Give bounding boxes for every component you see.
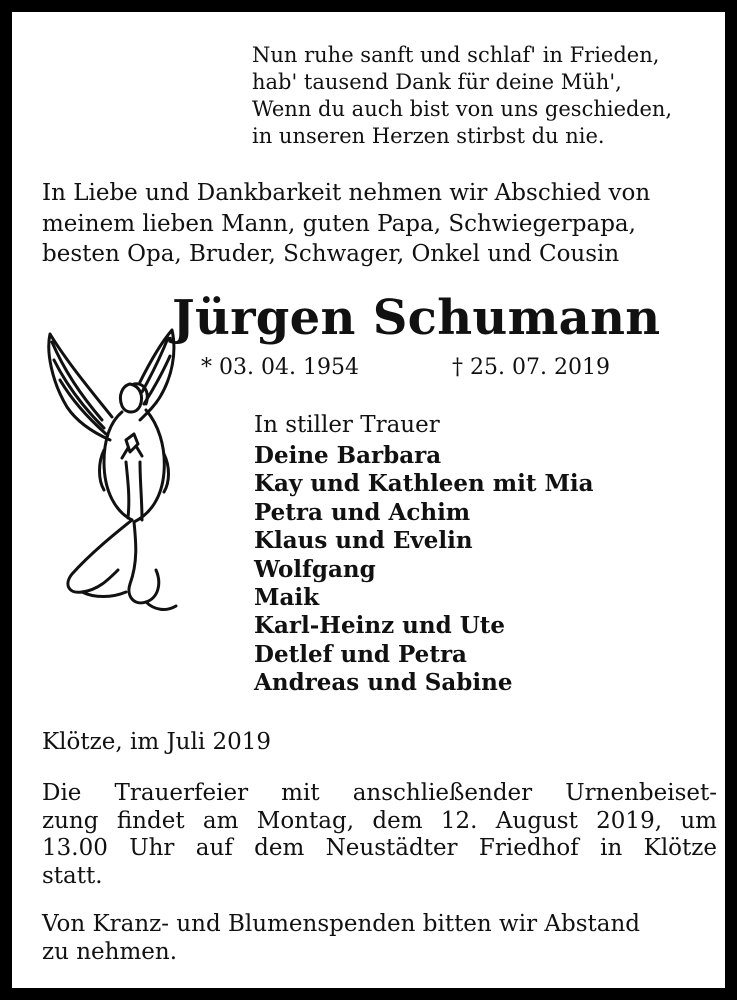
ceremony-line: Die Trauerfeier mit anschließender Urnenbeiset-: [42, 780, 717, 806]
list-item: Wolfgang: [254, 555, 376, 583]
intro-line: meinem lieben Mann, guten Papa, Schwiegerpapa,: [42, 210, 636, 237]
ceremony-line: statt.: [42, 862, 103, 889]
poem-line: in unseren Herzen stirbst du nie.: [252, 124, 605, 148]
list-item: Petra und Achim: [254, 498, 471, 526]
place-and-date: Klötze, im Juli 2019: [42, 729, 272, 755]
ceremony-line: 13.00 Uhr auf dem Neustädter Friedhof in Klötze: [42, 835, 717, 861]
list-item: Andreas und Sabine: [254, 669, 513, 697]
intro-line: besten Opa, Bruder, Schwager, Onkel und Cousin: [42, 241, 620, 267]
intro-text: [42, 178, 722, 270]
mourners-list: [254, 442, 594, 698]
poem: [252, 42, 672, 150]
list-item: Detlef und Petra: [254, 640, 467, 668]
list-item: Karl-Heinz und Ute: [254, 612, 506, 640]
flowers-line: zu nehmen.: [42, 939, 178, 965]
flowers-line: Von Kranz- und Blumenspenden bitten wir Abstand: [42, 911, 641, 937]
poem-line: Wenn du auch bist von uns geschieden,: [252, 97, 673, 121]
poem-line: Nun ruhe sanft und schlaf' in Frieden,: [252, 43, 660, 67]
list-item: Kay und Kathleen mit Mia: [254, 470, 594, 498]
list-item: Maik: [254, 584, 320, 612]
death-date: † 25. 07. 2019: [452, 355, 610, 380]
birth-date: * 03. 04. 1954: [201, 355, 359, 380]
ceremony-info: [42, 780, 717, 890]
poem-line: hab' tausend Dank für deine Müh',: [252, 70, 622, 94]
flowers-note: [42, 910, 717, 966]
angel-icon: [42, 322, 182, 622]
deceased-name: Jürgen Schumann: [172, 290, 661, 346]
ceremony-line: zung findet am Montag, dem 12. August 2019, um: [42, 807, 717, 834]
list-item: Deine Barbara: [254, 442, 442, 469]
intro-line: In Liebe und Dankbarkeit nehmen wir Abschied von: [42, 180, 651, 206]
list-item: Klaus und Evelin: [254, 527, 473, 555]
mourning-heading: In stiller Trauer: [254, 412, 440, 438]
